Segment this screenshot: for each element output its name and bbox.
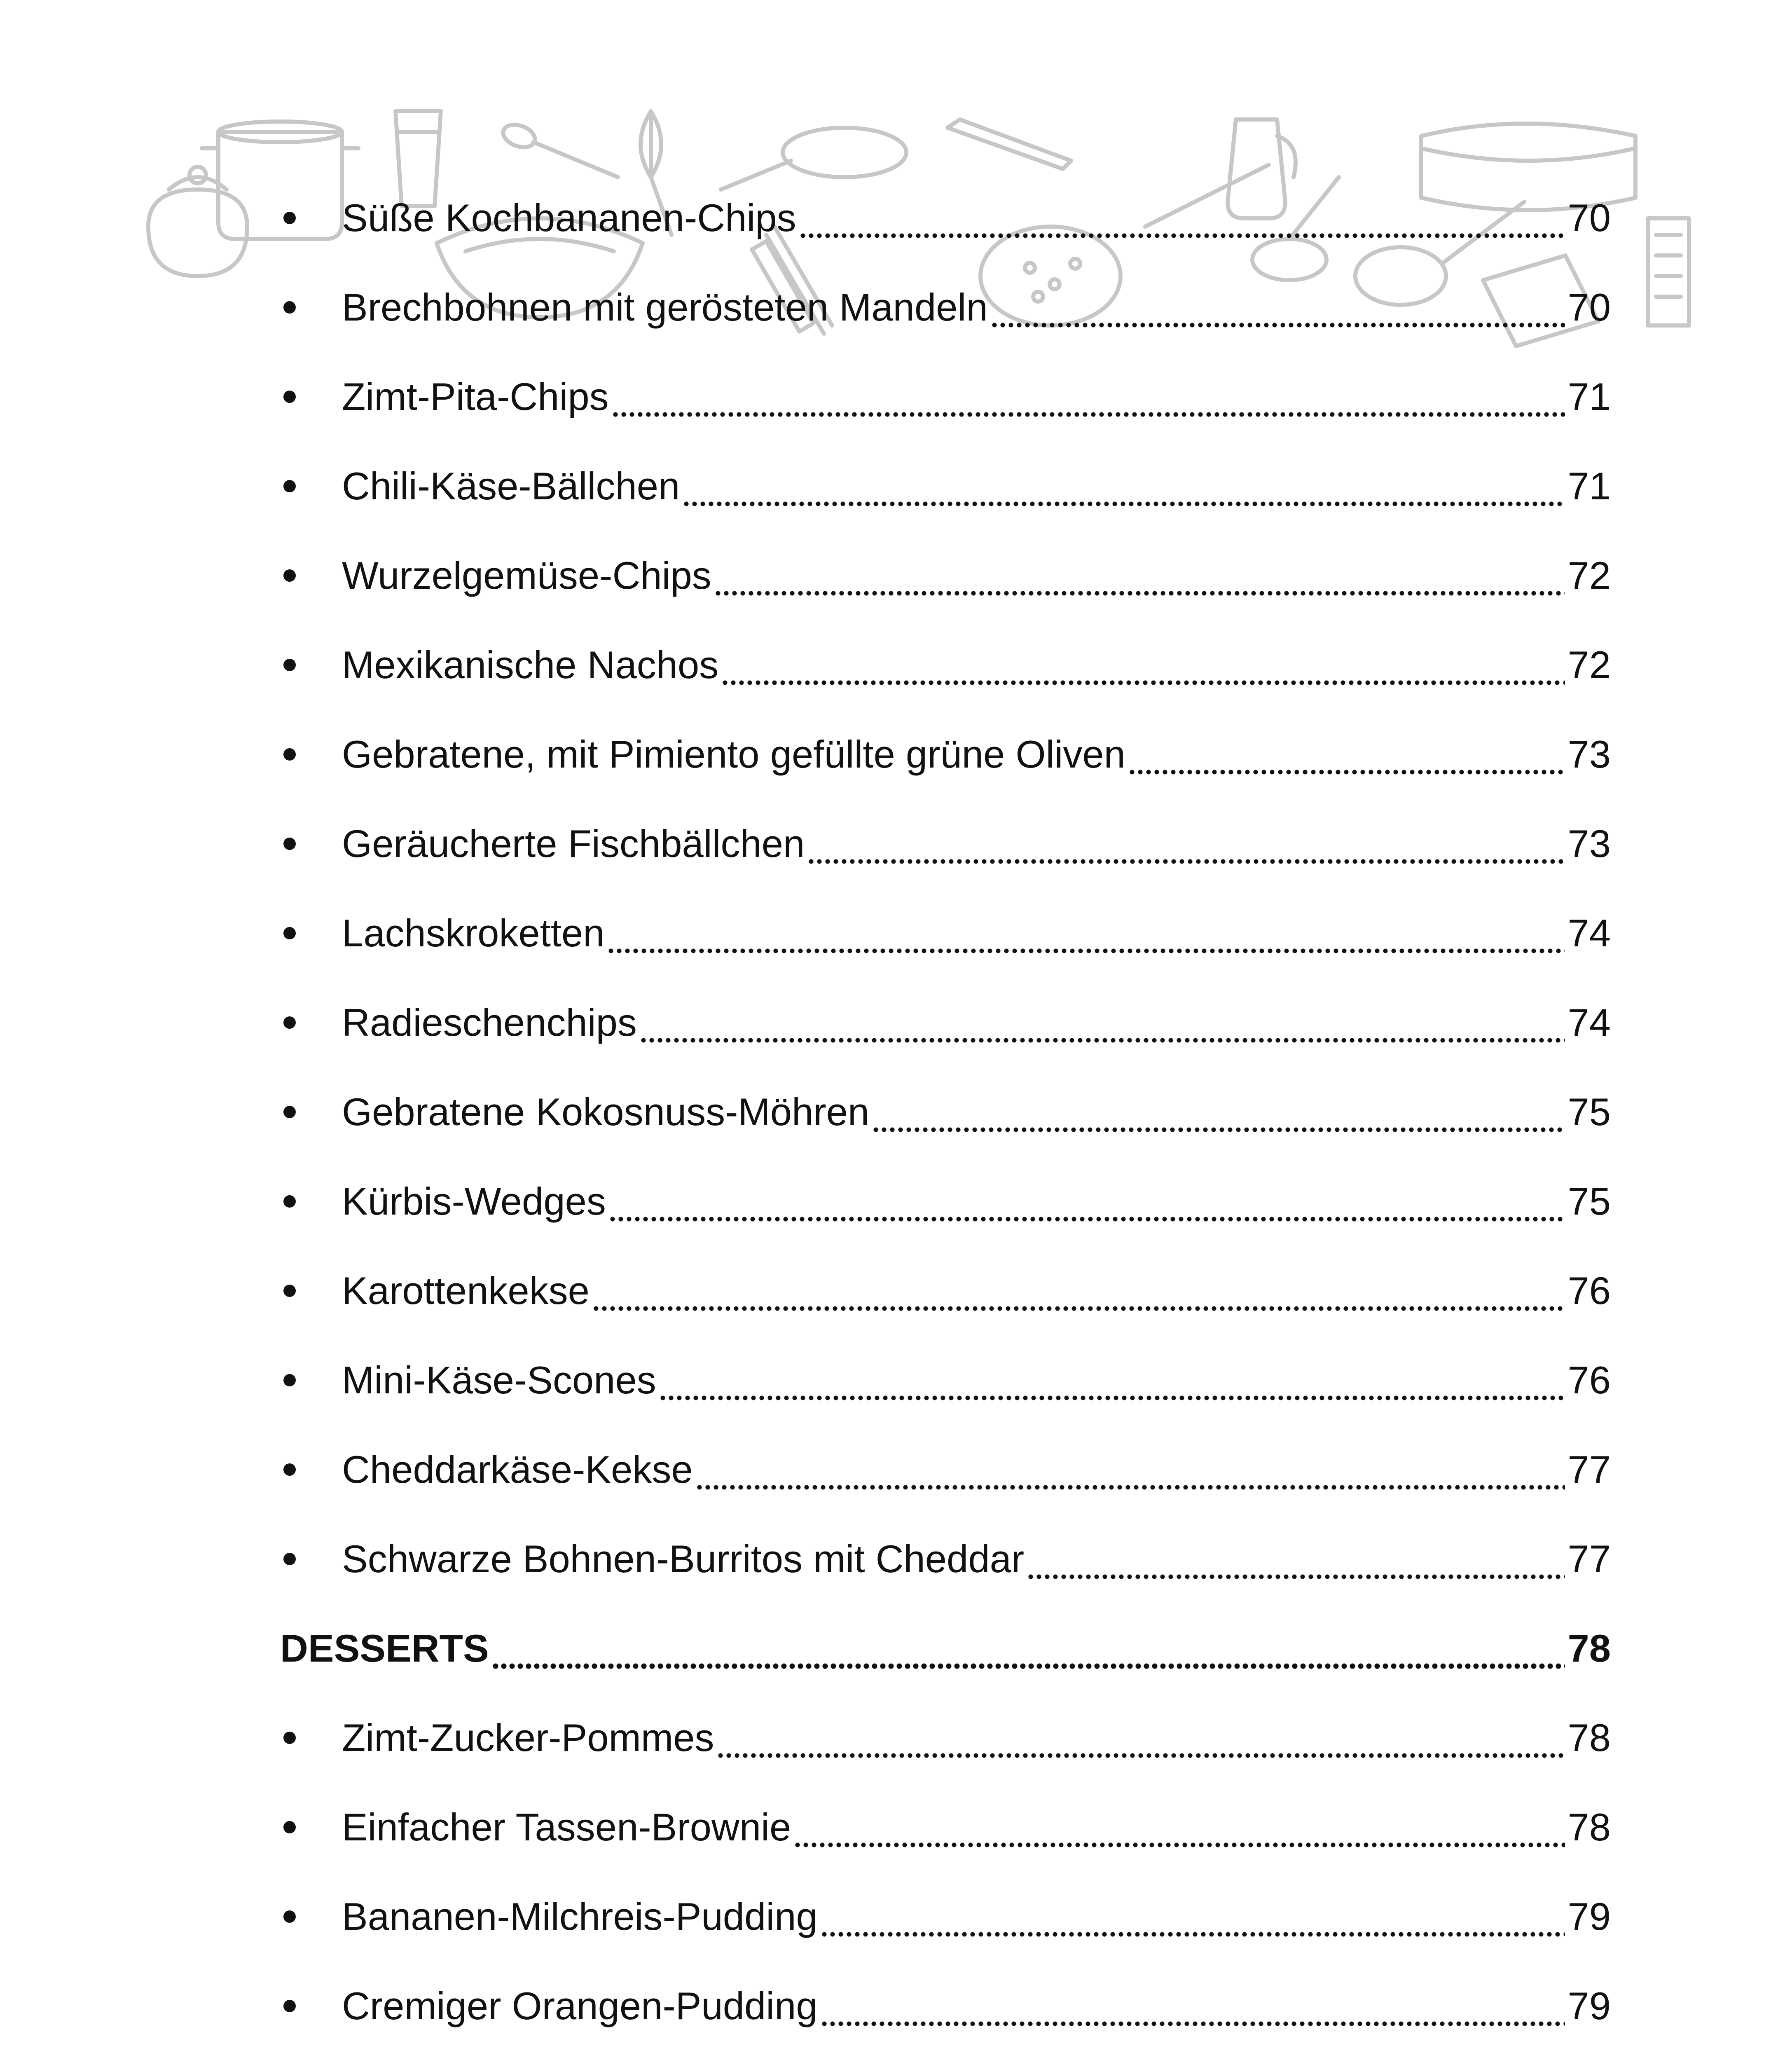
toc-section-page: 78 [1567,1626,1611,1670]
bullet-icon [280,799,342,888]
toc-entry-title: Lachskroketten [342,911,605,955]
toc-entry-title: Bananen-Milchreis-Pudding [342,1894,818,1938]
toc-entry[interactable] [280,1693,1611,1782]
spoon-icon [500,121,618,177]
toc-entry-title: Mini-Käse-Scones [342,1358,656,1402]
toc-entry-page: 76 [1567,1358,1611,1402]
toc-entry-page: 70 [1567,285,1611,329]
toc-entry[interactable] [280,531,1611,620]
dot-leader [990,262,1565,352]
toc-entry-page: 73 [1567,822,1611,865]
toc-entry-title: Brechbohnen mit gerösteten Mandeln [342,285,988,329]
toc-entry-title: Kürbis-Wedges [342,1179,606,1223]
toc-entry-page: 79 [1567,1894,1611,1938]
bullet-icon [280,1425,342,1514]
toc-entry-page: 75 [1567,1179,1611,1223]
toc-entry-title: Schwarze Bohnen-Burritos mit Cheddar [342,1537,1025,1580]
toc-section-title: DESSERTS [280,1626,489,1670]
toc-entry[interactable] [280,1961,1611,2051]
dot-leader [682,441,1565,531]
toc-entry-title: Geräucherte Fischbällchen [342,822,805,865]
dot-leader [611,352,1565,441]
bullet-icon [280,1693,342,1782]
table-of-contents [280,173,1611,2060]
dot-leader [659,1335,1565,1425]
toc-entry[interactable] [280,1514,1611,1604]
bullet-icon [280,352,342,441]
bullet-icon [280,620,342,709]
toc-entry-title: Gebratene, mit Pimiento gefüllte grüne Oliven [342,732,1125,776]
toc-entry-page: 75 [1567,1090,1611,1133]
bullet-icon [280,1961,342,2051]
toc-entry[interactable] [280,1067,1611,1156]
toc-entry-page: 77 [1567,1537,1611,1580]
toc-entry-title: Zimt-Zucker-Pommes [342,1716,714,1759]
knife-icon [947,119,1071,169]
toc-entry-page: 72 [1567,553,1611,597]
toc-entry[interactable] [280,1156,1611,1246]
bullet-icon [280,1246,342,1335]
toc-entry-title: Karottenkekse [342,1269,590,1312]
toc-entry-page: 71 [1567,464,1611,508]
grater-icon [1648,218,1689,325]
bullet-icon [280,1156,342,1246]
dot-leader [608,1156,1565,1246]
toc-entry-page: 78 [1567,1716,1611,1759]
bullet-icon [280,173,342,262]
bullet-icon [280,978,342,1067]
toc-entry[interactable] [280,1425,1611,1514]
dot-leader [592,1246,1565,1335]
toc-entry-title: Cremiger Orangen-Pudding [342,1984,818,2027]
bullet-icon [280,1335,342,1425]
toc-entry[interactable] [280,620,1611,709]
bullet-icon [280,888,342,978]
toc-entry-page: 70 [1567,196,1611,239]
bullet-icon [280,709,342,799]
dot-leader [872,1067,1565,1156]
toc-entry-page: 74 [1567,911,1611,955]
dot-leader [491,1604,1565,1693]
toc-entry-title: Mexikanische Nachos [342,643,719,686]
sugar-bowl-icon [148,167,247,276]
toc-entry-page: 74 [1567,1000,1611,1044]
toc-entry[interactable] [280,1335,1611,1425]
toc-entry-title: Gebratene Kokosnuss-Möhren [342,1090,870,1133]
bullet-icon [280,1782,342,1872]
dot-leader [807,799,1565,888]
toc-entry-title: Zimt-Pita-Chips [342,375,609,418]
toc-entry-title: Chili-Käse-Bällchen [342,464,680,508]
toc-entry-page: 73 [1567,732,1611,776]
dot-leader [639,978,1565,1067]
toc-entry[interactable] [280,173,1611,262]
toc-entry-page: 71 [1567,375,1611,418]
toc-entry[interactable] [280,709,1611,799]
toc-section-desserts[interactable] [280,1604,1611,1693]
dot-leader [695,1425,1565,1514]
dot-leader [820,1872,1565,1961]
bullet-icon [280,1514,342,1604]
bullet-icon [280,531,342,620]
toc-entry[interactable] [280,978,1611,1067]
dot-leader [540,2051,1565,2060]
dot-leader [1128,709,1565,799]
dot-leader [721,620,1565,709]
toc-entry[interactable] [280,262,1611,352]
toc-entry-page: 77 [1567,1447,1611,1491]
bullet-icon [280,1872,342,1961]
dot-leader [714,531,1565,620]
toc-entry-title: Cheddarkäse-Kekse [342,1447,693,1491]
dot-leader [799,173,1565,262]
dot-leader [607,888,1565,978]
toc-entry-page: 72 [1567,643,1611,686]
dot-leader [716,1693,1565,1782]
toc-entry-title: Einfacher Tassen-Brownie [342,1805,791,1849]
bullet-icon [280,1067,342,1156]
dot-leader [1027,1514,1565,1604]
toc-entry-title: Wurzelgemüse-Chips [342,553,711,597]
toc-entry[interactable] [280,441,1611,531]
bullet-icon [280,262,342,352]
dot-leader [820,1961,1565,2051]
toc-entry[interactable] [280,2051,1611,2060]
toc-entry-page: 78 [1567,1805,1611,1849]
toc-entry-page: 79 [1567,1984,1611,2027]
bullet-icon [280,2051,342,2060]
toc-entry-page: 76 [1567,1269,1611,1312]
toc-entry-title: Radieschenchips [342,1000,637,1044]
toc-entry[interactable] [280,799,1611,888]
bullet-icon [280,441,342,531]
toc-entry[interactable] [280,1782,1611,1872]
toc-entry-title: Süße Kochbananen-Chips [342,196,796,239]
toc-entry[interactable] [280,1872,1611,1961]
toc-entry[interactable] [280,352,1611,441]
dot-leader [793,1782,1565,1872]
toc-entry[interactable] [280,888,1611,978]
toc-entry[interactable] [280,1246,1611,1335]
